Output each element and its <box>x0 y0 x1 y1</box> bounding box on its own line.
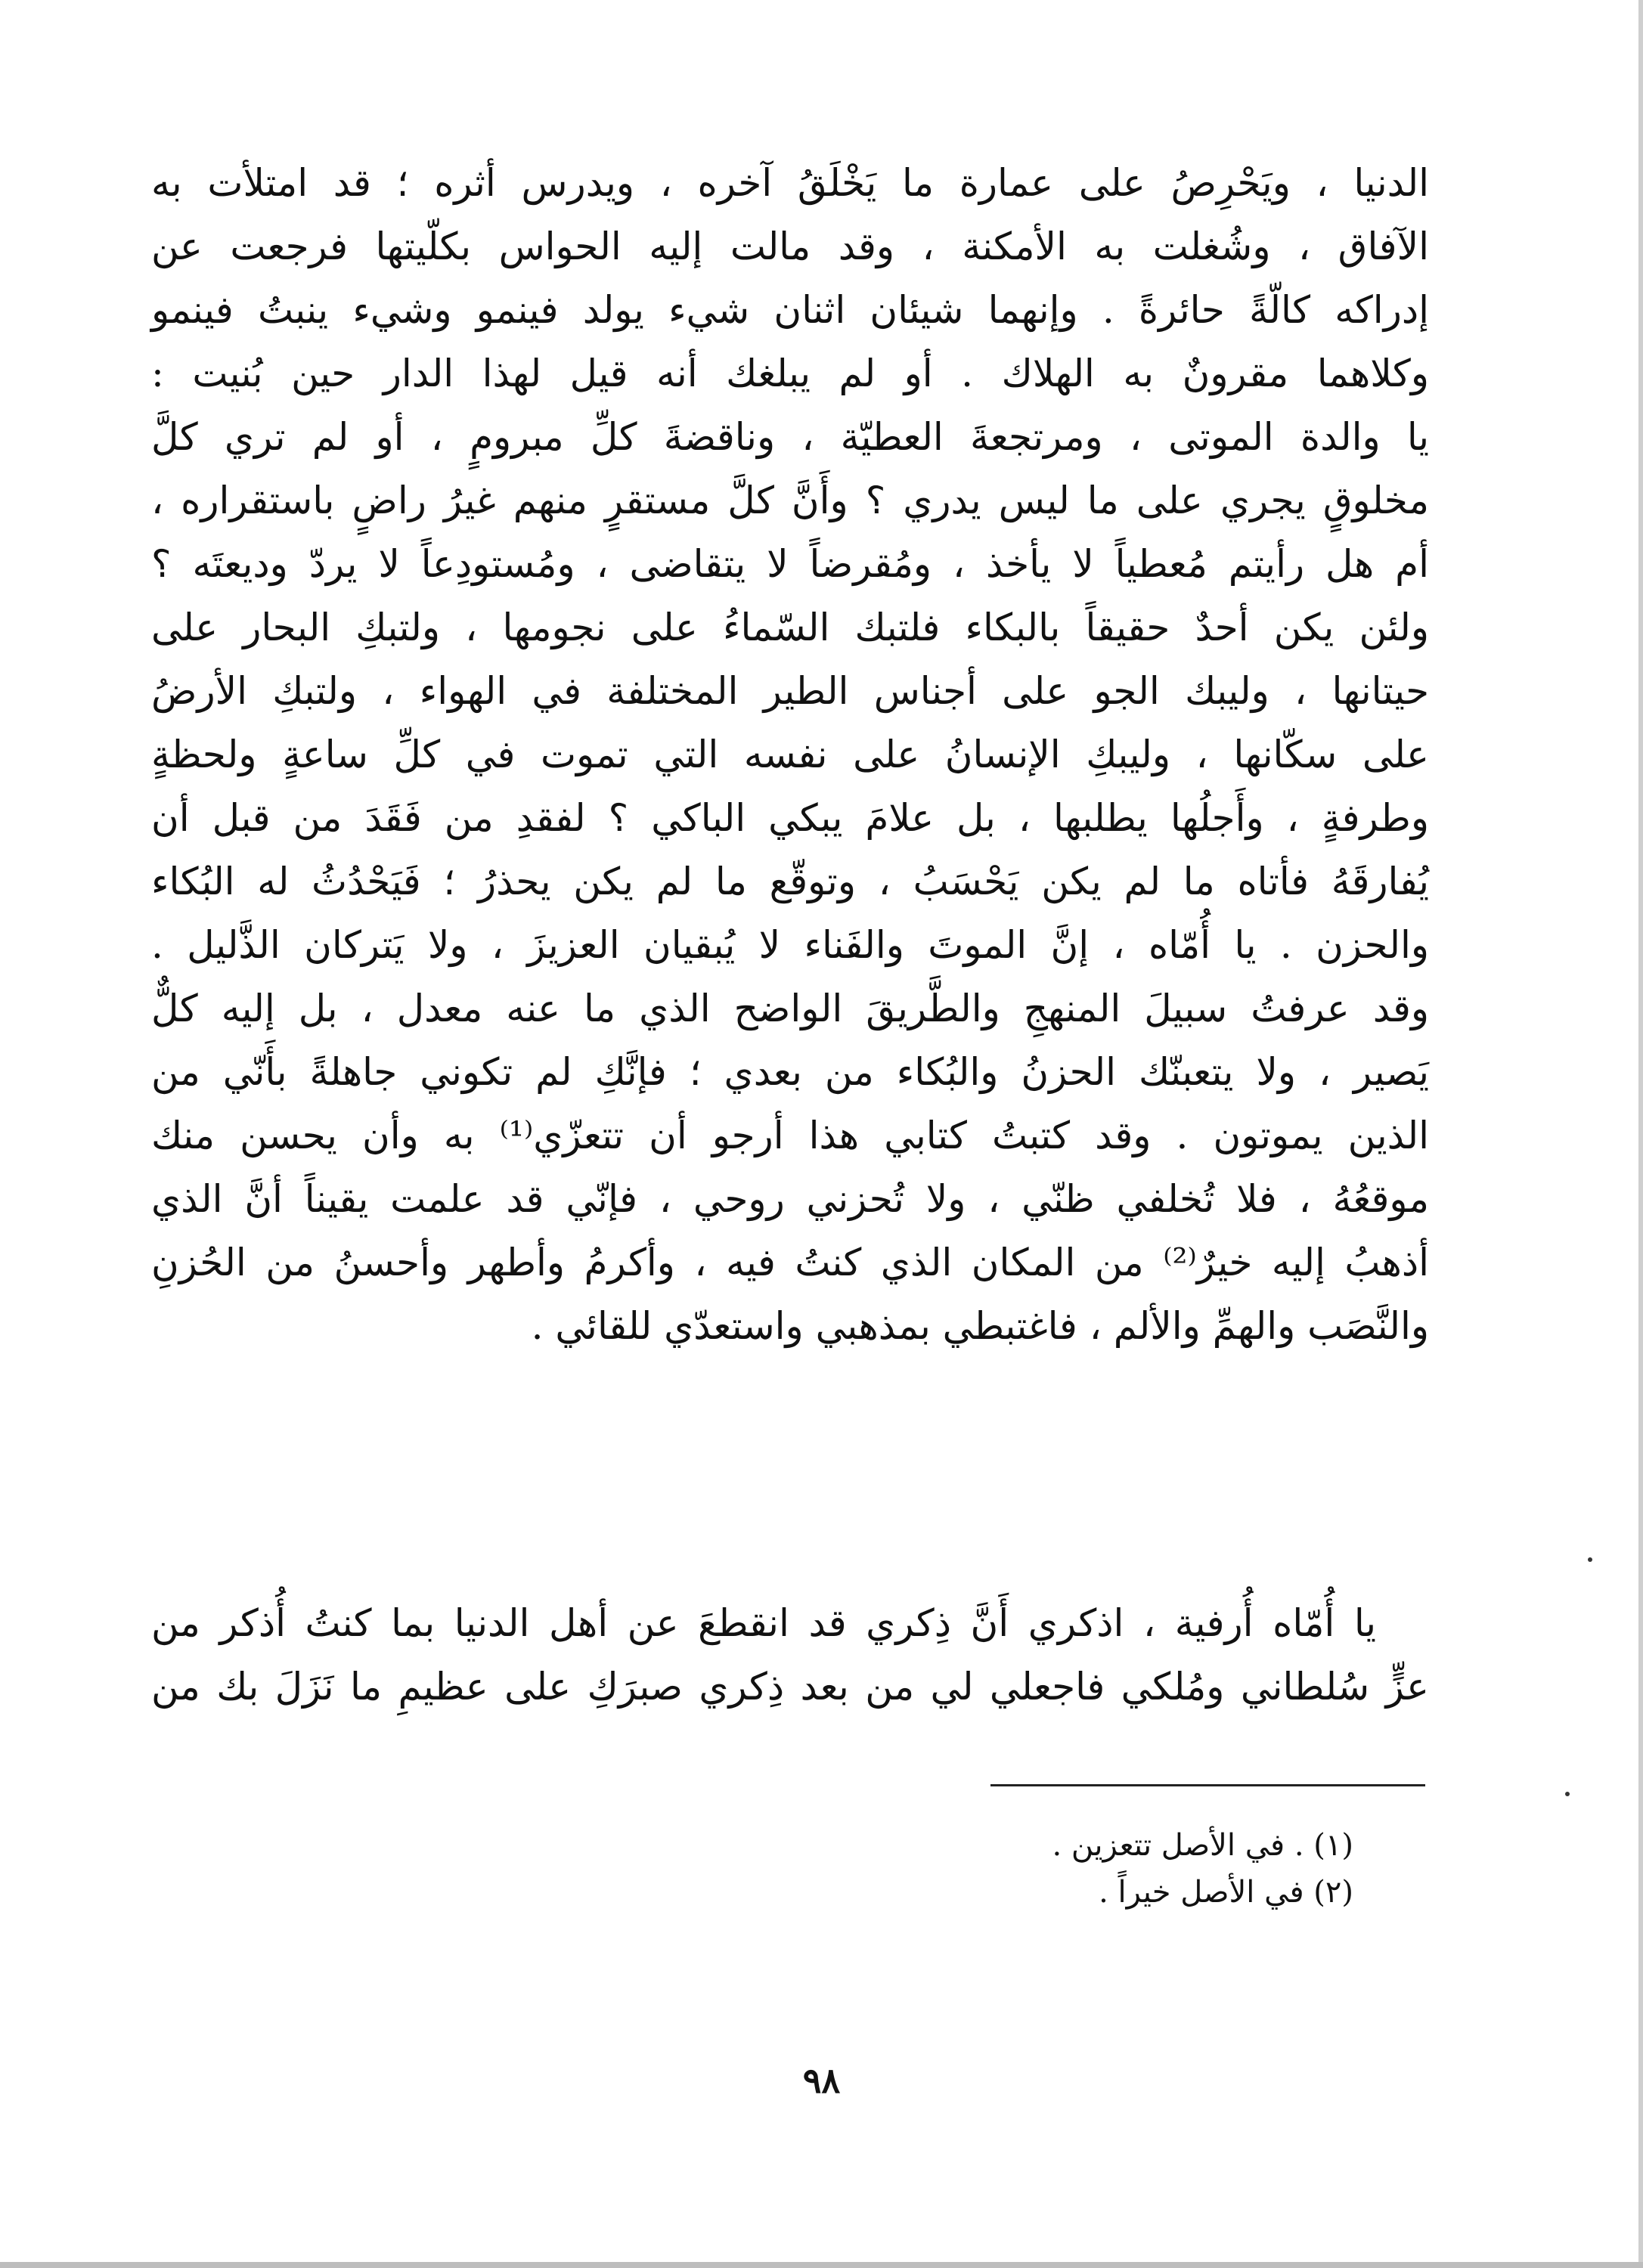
page-number: ٩٨ <box>802 2060 841 2101</box>
second-paragraph <box>151 1591 1429 1718</box>
scan-speck <box>1588 1557 1592 1562</box>
text-line: أذهبُ إليه خيرٌ⁽²⁾ من المكان الذي كنتُ فيه ، وأكرمُ وأطهر وأحسنُ من الحُزنِ <box>151 1241 1430 1284</box>
footnotes <box>832 1822 1353 1916</box>
text-line: الذين يموتون . وقد كتبتُ كتابي هذا أرجو أن تتعزّي⁽¹⁾ به وأن يحسن منك <box>151 1114 1429 1157</box>
text-line: يا والدة الموتى ، ومرتجعةَ العطيّة ، وناقضةَ كلِّ مبرومٍ ، أو لم تري كلَّ <box>151 415 1429 459</box>
footnote-2: (٢) في الأصل خيراً . <box>1099 1875 1353 1910</box>
footnote-separator <box>990 1784 1425 1786</box>
text-line: على سكّانها ، وليبكِ الإنسانُ على نفسه التي تموت في كلِّ ساعةٍ ولحظةٍ <box>151 733 1429 776</box>
text-line: ولئن يكن أحدٌ حقيقاً بالبكاء فلتبك السّماءُ على نجومها ، ولتبكِ البحار على <box>151 606 1429 649</box>
page-edge-right <box>1638 0 1643 2268</box>
text-line: مخلوقٍ يجري على ما ليس يدري ؟ وأَنَّ كلَّ مستقرٍ منهم غيرُ راضٍ باستقراره ، <box>151 479 1429 522</box>
main-text-block <box>151 151 1429 1358</box>
text-line: عزٍّ سُلطاني ومُلكي فاجعلي لي من بعد ذِكري صبرَكِ على عظيمِ ما نَزَلَ بك من <box>151 1665 1429 1709</box>
text-line: وكلاهما مقرونٌ به الهلاك . أو لم يبلغك أنه قيل لهذا الدار حين بُنيت : <box>151 352 1429 395</box>
text-line: وطرفةٍ ، وأَجلُها يطلبها ، بل علامَ يبكي الباكي ؟ لفقدِ من فَقَدَ من قبل أن <box>151 796 1429 840</box>
text-line: يا أُمّاه أُرفية ، اذكري أَنَّ ذِكري قد انقطعَ عن أهل الدنيا بما كنتُ أُذكر من <box>151 1601 1376 1645</box>
text-line: الآفاق ، وشُغلت به الأمكنة ، وقد مالت إليه الحواس بكلّيتها فرجعت عن <box>151 225 1429 268</box>
text-line: والحزن . يا أُمّاه ، إنَّ الموتَ والفَناء لا يُبقيان العزيزَ ، ولا يَتركان الذَّليل . <box>151 923 1429 967</box>
text-line: والنَّصَب والهمِّ والألم ، فاغتبطي بمذهبي واستعدّي للقائي . <box>531 1304 1429 1348</box>
text-line: إدراكه كالّةً حائرةً . وإنهما شيئان اثنان شيء يولد فينمو وشيء ينبتُ فينمو <box>151 288 1429 332</box>
text-line: حيتانها ، وليبك الجو على أجناس الطير المختلفة في الهواء ، ولتبكِ الأرضُ <box>151 669 1429 713</box>
text-line: أم هل رأيتم مُعطياً لا يأخذ ، ومُقرضاً لا يتقاضى ، ومُستودِعاً لا يردّ وديعتَه ؟ <box>151 542 1429 586</box>
text-line: يَصير ، ولا يتعبنّك الحزنُ والبُكاء من بعدي ؛ فإنَّكِ لم تكوني جاهلةً بأَنّي من <box>151 1050 1429 1094</box>
footnote-1: (١) . في الأصل تتعزين . <box>1052 1828 1353 1863</box>
scan-speck <box>1565 1792 1570 1796</box>
text-line: وقد عرفتُ سبيلَ المنهجِ والطَّريقَ الواضح الذي ما عنه معدل ، بل إليه كلٌّ <box>151 987 1429 1030</box>
text-line: يُفارقَهُ فأتاه ما لم يكن يَحْسَبُ ، وتوقّع ما لم يكن يحذرُ ؛ فَيَحْدُثُ له البُكاء <box>151 860 1429 903</box>
page-edge-bottom <box>0 2262 1643 2268</box>
text-line: موقعُهُ ، فلا تُخلفي ظنّي ، ولا تُحزني روحي ، فإنّي قد علمت يقيناً أنَّ الذي <box>151 1177 1429 1221</box>
text-line: الدنيا ، ويَحْرِصُ على عمارة ما يَخْلَقُ آخره ، ويدرس أثره ؛ قد امتلأت به <box>151 161 1429 205</box>
